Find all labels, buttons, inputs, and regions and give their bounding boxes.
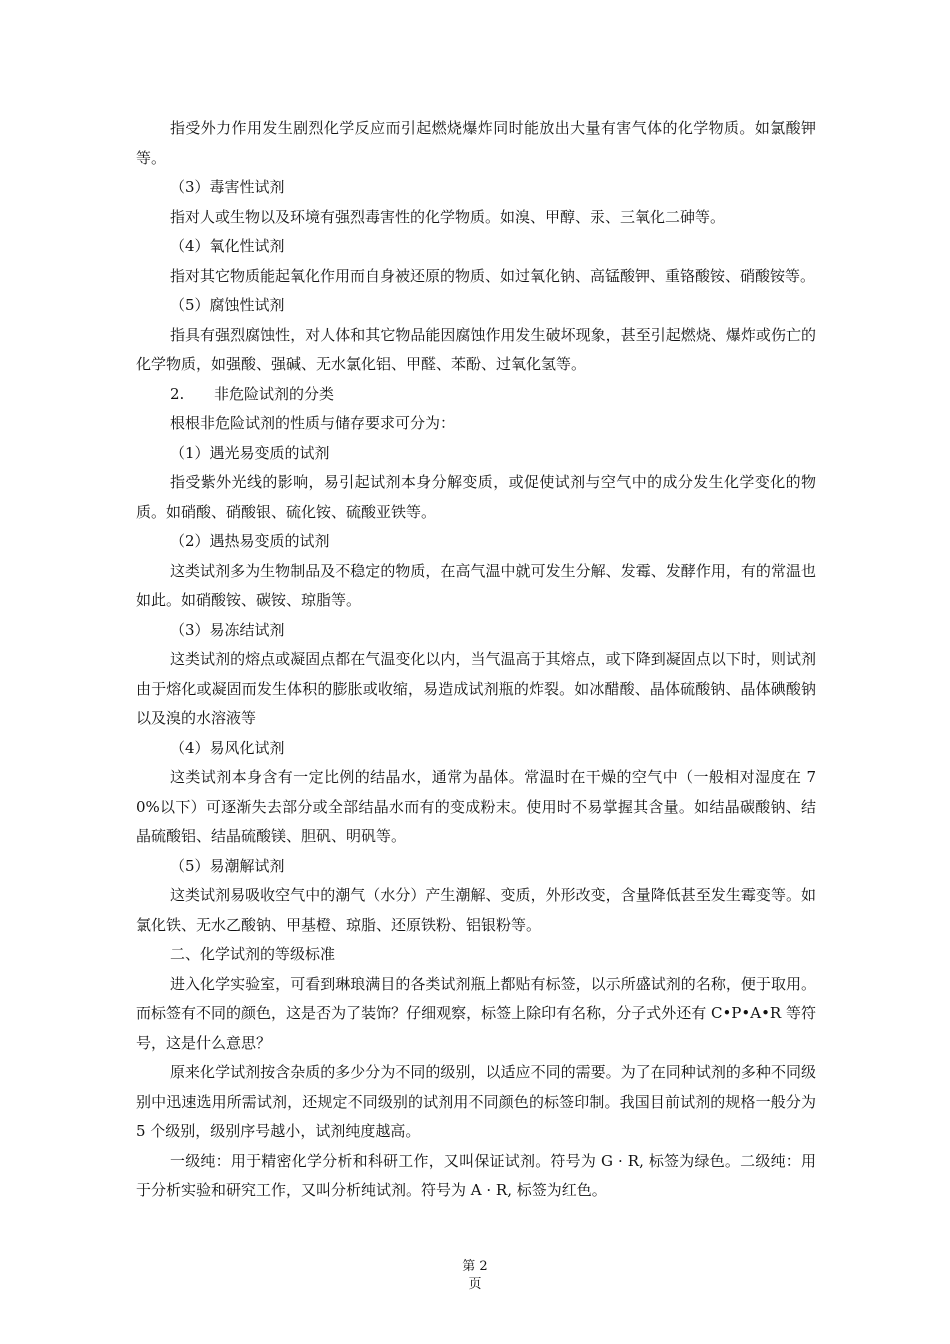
paragraph: 指受外力作用发生剧烈化学反应而引起燃烧爆炸同时能放出大量有害气体的化学物质。如氯酸钾等。 — [136, 119, 816, 167]
paragraph: 这类试剂的熔点或凝固点都在气温变化以内，当气温高于其熔点，或下降到凝固点以下时，则试剂由于熔化或凝固而发生体积的膨胀或收缩，易造成试剂瓶的炸裂。如冰醋酸、晶体硫酸钠、晶体碘酸钠以及溴的水溶液等 — [136, 650, 816, 727]
paragraph: 指具有强烈腐蚀性，对人体和其它物品能因腐蚀作用发生破坏现象，甚至引起燃烧、爆炸或伤亡的化学物质，如强酸、强碱、无水氯化铝、甲醛、苯酚、过氧化氢等。 — [136, 325, 816, 373]
paragraph: 这类试剂本身含有一定比例的结晶水，通常为晶体。常温时在干燥的空气中（一般相对湿度在 70%以下）可逐渐失去部分或全部结晶水而有的变成粉末。使用时不易掌握其含量。如结晶碳酸钠、结晶硫酸铝、结晶硫酸镁、胆矾、明矾等。 — [136, 768, 816, 845]
paragraph: 这类试剂易吸收空气中的潮气（水分）产生潮解、变质，外形改变，含量降低甚至发生霉变等。如氯化铁、无水乙酸钠、甲基橙、琼脂、还原铁粉、铝银粉等。 — [136, 886, 816, 934]
subheading: （3）毒害性试剂 — [170, 178, 285, 196]
paragraph: 一级纯：用于精密化学分析和科研工作，又叫保证试剂。符号为 G · R, 标签为绿色。二级纯：用于分析实验和研究工作，又叫分析纯试剂。符号为 A · R, 标签为红色。 — [136, 1151, 816, 1199]
numbered-heading — [136, 380, 816, 410]
subheading: （1）遇光易变质的试剂 — [170, 443, 330, 462]
section-heading: 二、化学试剂的等级标准 — [170, 945, 336, 963]
paragraph: 进入化学实验室，可看到琳琅满目的各类试剂瓶上都贴有标签，以示所盛试剂的名称，便于取用。而标签有不同的颜色，这是否为了装饰？仔细观察，标签上除印有名称，分子式外还有 C•P•A•R 等符号，这是什么意思？ — [136, 974, 816, 1052]
page-body — [136, 114, 816, 1206]
subheading: （4）易风化试剂 — [170, 738, 285, 757]
heading-number: 2. — [170, 384, 185, 403]
paragraph: 指受紫外光线的影响，易引起试剂本身分解变质，或促使试剂与空气中的成分发生化学变化的物质。如硝酸、硝酸银、硫化铵、硫酸亚铁等。 — [136, 473, 816, 521]
paragraph: 原来化学试剂按含杂质的多少分为不同的级别，以适应不同的需要。为了在同种试剂的多种不同级别中迅速选用所需试剂，还规定不同级别的试剂用不同颜色的标签印制。我国目前试剂的规格一般分为 5 个级别，级别序号越小，试剂纯度越高。 — [136, 1063, 816, 1140]
page-number-line1: 第 2 — [462, 1259, 488, 1274]
paragraph: 指对其它物质能起氧化作用而自身被还原的物质、如过氧化钠、高锰酸钾、重铬酸铵、硝酸铵等。 — [170, 266, 816, 285]
page-footer — [0, 1258, 950, 1294]
heading-text: 非危险试剂的分类 — [214, 384, 335, 403]
paragraph: 指对人或生物以及环境有强烈毒害性的化学物质。如溴、甲醇、汞、三氧化二砷等。 — [170, 207, 726, 226]
paragraph: 这类试剂多为生物制品及不稳定的物质，在高气温中就可发生分解、发霉、发酵作用，有的常温也如此。如硝酸铵、碳铵、琼脂等。 — [136, 561, 816, 609]
subheading: （2）遇热易变质的试剂 — [170, 532, 330, 550]
subheading: （5）易潮解试剂 — [170, 856, 285, 875]
subheading: （4）氧化性试剂 — [170, 237, 285, 255]
subheading: （5）腐蚀性试剂 — [170, 296, 285, 314]
subheading: （3）易冻结试剂 — [170, 620, 285, 639]
page-number-line2: 页 — [468, 1277, 482, 1292]
paragraph: 根根非危险试剂的性质与储存要求可分为： — [170, 414, 456, 432]
